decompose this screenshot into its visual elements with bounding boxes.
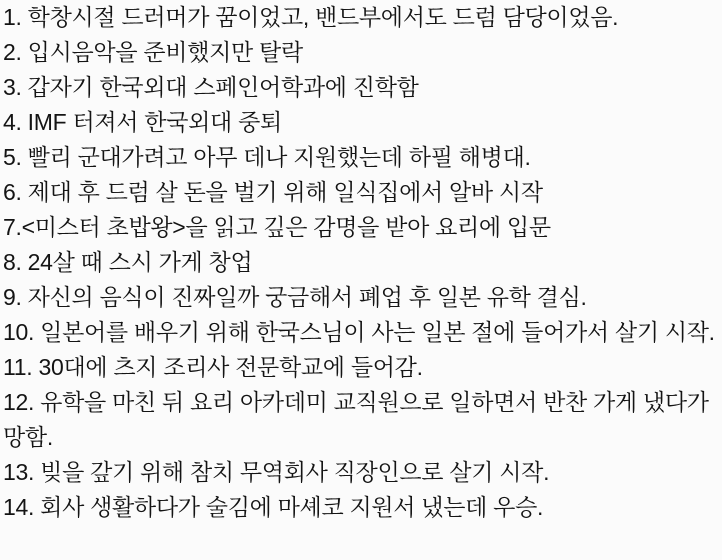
list-item: 6. 제대 후 드럼 살 돈을 벌기 위해 일식집에서 알바 시작 bbox=[3, 179, 543, 205]
list-item: 8. 24살 때 스시 가게 창업 bbox=[3, 249, 253, 275]
list-item: 11. 30대에 츠지 조리사 전문학교에 들어감. bbox=[3, 354, 423, 380]
list-item: 12. 유학을 마친 뒤 요리 아카데미 교직원으로 일하면서 반찬 가게 냈다가 망함. bbox=[3, 389, 709, 450]
list-item: 9. 자신의 음식이 진짜일까 궁금해서 폐업 후 일본 유학 결심. bbox=[3, 284, 587, 310]
list-item: 14. 회사 생활하다가 술김에 마셰코 지원서 냈는데 우승. bbox=[3, 494, 544, 520]
list-item: 4. IMF 터져서 한국외대 중퇴 bbox=[3, 109, 282, 135]
list-item: 10. 일본어를 배우기 위해 한국스님이 사는 일본 절에 들어가서 살기 시작. bbox=[3, 319, 715, 345]
list-item: 13. 빚을 갚기 위해 참치 무역회사 직장인으로 살기 시작. bbox=[3, 459, 550, 485]
list-item: 1. 학창시절 드러머가 꿈이었고, 밴드부에서도 드럼 담당이었음. bbox=[3, 4, 619, 30]
list-item: 3. 갑자기 한국외대 스페인어학과에 진학함 bbox=[3, 74, 419, 100]
list-item: 5. 빨리 군대가려고 아무 데나 지원했는데 하필 해병대. bbox=[3, 144, 531, 170]
list-item: 7.<미스터 초밥왕>을 읽고 깊은 감명을 받아 요리에 입문 bbox=[3, 214, 551, 240]
list-item: 2. 입시음악을 준비했지만 탈락 bbox=[3, 39, 303, 65]
